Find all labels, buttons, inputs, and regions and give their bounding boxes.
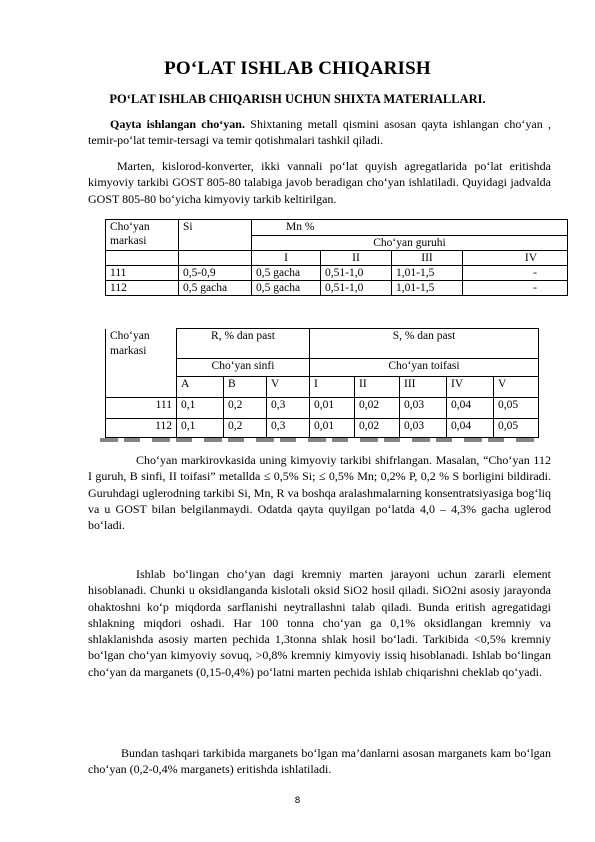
table-cell: 0,05 — [494, 397, 539, 418]
table-header-mn: Mn % — [252, 220, 568, 236]
table-cell: 0,02 — [355, 397, 400, 418]
table-row — [106, 397, 539, 418]
paragraph-lead-bold: Qayta ishlangan cho‘yan. — [110, 117, 245, 131]
table-cell: 0,03 — [400, 397, 447, 418]
table-cell: 0,51-1,0 — [321, 266, 392, 281]
table-cell: 0,51-1,0 — [321, 281, 392, 296]
section-subtitle: PO‘LAT ISHLAB CHIQARISH UCHUN SHIXTA MATERIALLARI. — [109, 92, 486, 106]
table-cell: - — [463, 266, 568, 281]
table-header-s: S, % dan past — [310, 329, 539, 359]
page-title: PO‘LAT ISHLAB CHIQARISH — [164, 58, 431, 79]
table-header-si: Si — [179, 220, 252, 251]
table-cell: - — [463, 281, 568, 296]
table-cell: 0,02 — [355, 418, 400, 437]
table-group-label: III — [392, 251, 463, 266]
table-header-brand: Cho‘yan markasi — [106, 329, 177, 359]
paragraph-manganese: Bundan tashqari tarkibida marganets bo‘lgan ma’danlarni asosan marganets kam bo‘lgan cho‘yan (0,2-0,4% marganets) eritishda ishlatiladi. — [88, 746, 551, 777]
table-header-type: Cho‘yan toifasi — [310, 359, 539, 377]
table-header-group: Cho‘yan guruhi — [252, 235, 568, 251]
paragraph-recycled-cast-iron — [88, 116, 551, 149]
paragraph-marking: Cho‘yan markirovkasida uning kimyoviy tarkibi shifrlangan. Masalan, “Cho‘yan 112 I guruh, B sinfi, II toifasi” metallda ≤ 0,5% Si; ≤ 0,5% Mn; 0,2% P, 0,2 % S borligini bildiradi. Guruhdagi uglerodning tarkibi Si, Mn, R va boshqa aralashmalarning konsentratsiyasiga bog‘liq va u GOST bilan belgilanmaydi. Odatda qayta quyilgan po‘latda 4,0 – 4,3% gacha uglerod bo‘ladi. — [88, 453, 551, 533]
table-row — [106, 418, 539, 437]
page-number: 8 — [294, 796, 301, 806]
table-cell: 0,1 — [177, 397, 224, 418]
paragraph-body: Shixtaning metall qismini asosan qayta ishlangan cho‘yan , temir-po‘lat temir-tersagi va temir qotishmalari tashkil qiladi. — [88, 117, 551, 148]
cropped-table-edge — [100, 438, 540, 442]
composition-table-si-mn — [105, 219, 568, 296]
table-type-label: V — [494, 377, 539, 398]
composition-table-p-s — [105, 328, 539, 438]
table-row — [106, 281, 568, 296]
table-cell: 0,2 — [224, 397, 267, 418]
table-cell: 1,01-1,5 — [392, 281, 463, 296]
paragraph-silicon: Ishlab bo‘lingan cho‘yan dagi kremniy marten jarayoni uchun zararli element hisoblanadi. Chunki u oksidlanganda kislotali oksid SiO2 hosil qiladi. SiO2ni asosiy jarayonda ohaktoshni ko‘p miqdorda sarflanishi neytrallashni talab qiladi. Bunda eritish agregatidagi shlakning miqdori oshadi. Har 100 tonna cho‘yan ga 0,1% oksidlangan kremniy va shlaklanishda asosiy marten pechida 1,3tonna shlak hosil bo‘ladi. Tarkibida <0,5% kremniy bo‘lgan cho‘yan kimyoviy sovuq, >0,8% kremniy kimyoviy issiq hisoblanadi. Ishlab bo‘lingan cho‘yan da marganets (0,15-0,4%) po‘latni marten pechida ishlab chiqarishni cheklab qo‘yadi. — [88, 567, 551, 679]
table-cell: 0,01 — [310, 397, 355, 418]
table-cell: 0,5-0,9 — [179, 266, 252, 281]
table-header-class: Cho‘yan sinfi — [177, 359, 310, 377]
table-class-label: B — [224, 377, 267, 398]
table-type-label: IV — [447, 377, 494, 398]
table-cell: 0,04 — [447, 418, 494, 437]
table-cell-spacer — [106, 251, 179, 266]
table-cell-spacer — [106, 359, 177, 377]
table-type-label: I — [310, 377, 355, 398]
table-group-label: II — [321, 251, 392, 266]
table-group-label: IV — [463, 251, 568, 266]
table-cell: 112 — [106, 281, 179, 296]
table-cell: 112 — [106, 418, 177, 437]
table-cell: 0,3 — [267, 418, 310, 437]
table-header-brand: Cho‘yan markasi — [106, 220, 179, 251]
table-cell-spacer — [106, 377, 177, 398]
table-cell: 0,5 gacha — [252, 281, 321, 296]
table-cell: 111 — [106, 397, 177, 418]
table-row — [106, 266, 568, 281]
table-cell: 1,01-1,5 — [392, 266, 463, 281]
paragraph-gost: Marten, kislorod-konverter, ikki vannali po‘lat quyish agregatlarida po‘lat eritishda kimyoviy tarkibi GOST 805-80 talabiga javob beradigan cho‘yan ishlatiladi. Quyidagi jadvalda GOST 805-80 bo‘yicha kimyoviy tarkib keltirilgan. — [88, 159, 551, 206]
table-cell: 0,05 — [494, 418, 539, 437]
table-type-label: III — [400, 377, 447, 398]
table-cell: 111 — [106, 266, 179, 281]
table-cell: 0,2 — [224, 418, 267, 437]
table-class-label: V — [267, 377, 310, 398]
table-cell-spacer — [179, 251, 252, 266]
table-cell: 0,03 — [400, 418, 447, 437]
table-type-label: II — [355, 377, 400, 398]
table-cell: 0,5 gacha — [252, 266, 321, 281]
table-cell: 0,5 gacha — [179, 281, 252, 296]
table-header-p: R, % dan past — [177, 329, 310, 359]
table-class-label: A — [177, 377, 224, 398]
table-cell: 0,3 — [267, 397, 310, 418]
table-cell: 0,04 — [447, 397, 494, 418]
table-cell: 0,1 — [177, 418, 224, 437]
table-cell: 0,01 — [310, 418, 355, 437]
table-group-label: I — [252, 251, 321, 266]
